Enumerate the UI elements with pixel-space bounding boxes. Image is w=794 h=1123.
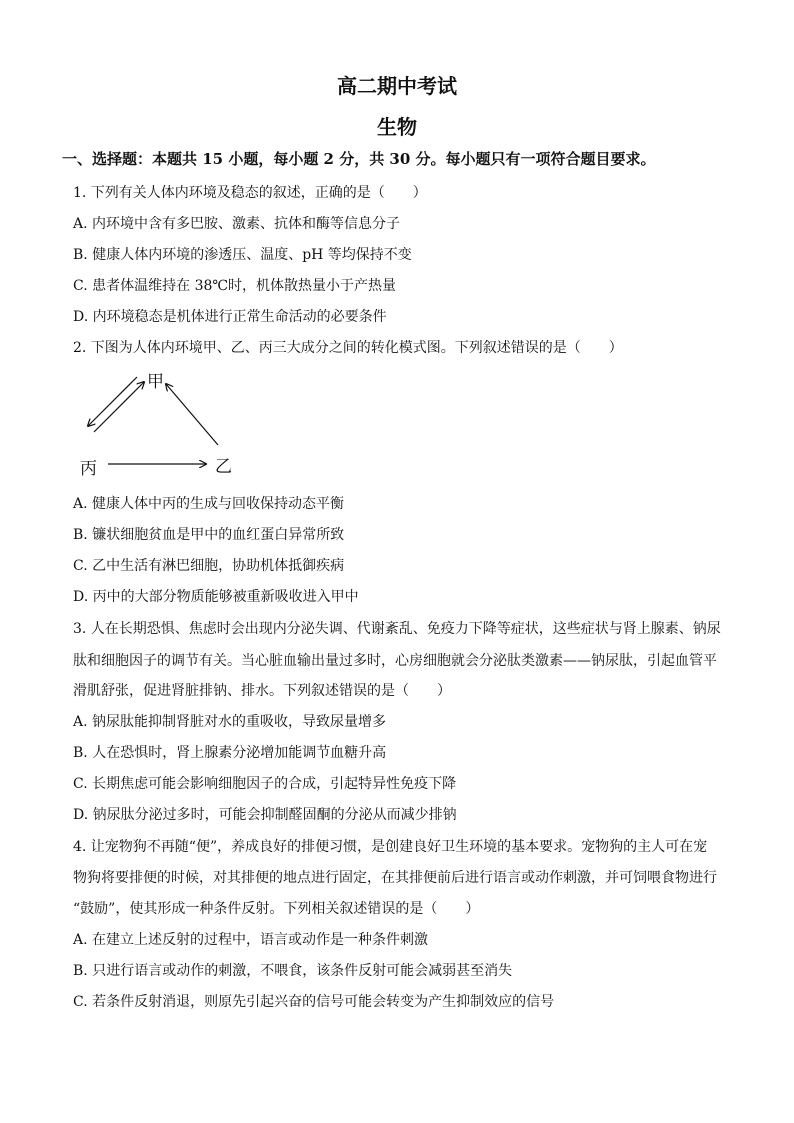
body-fluid-diagram (72, 362, 252, 482)
q1-option-d: D. 内环境稳态是机体进行正常生命活动的必要条件 (73, 309, 387, 325)
q4-stem-line-3: “鼓励”，使其形成一种条件反射。下列相关叙述错误的是（ ） (73, 901, 480, 917)
q1-option-a: A. 内环境中含有多巴胺、激素、抗体和酶等信息分子 (73, 216, 401, 232)
page-title: 高二期中考试 (337, 74, 457, 98)
q3-option-d: D. 钠尿肽分泌过多时，可能会抑制醛固酮的分泌从而减少排钠 (73, 807, 457, 823)
q2-stem: 2. 下图为人体内环境甲、乙、丙三大成分之间的转化模式图。下列叙述错误的是（ ） (73, 340, 623, 356)
node-bing: 丙 (80, 459, 97, 479)
q1-stem: 1. 下列有关人体内环境及稳态的叙述，正确的是（ ） (73, 185, 427, 201)
node-yi: 乙 (215, 457, 232, 477)
q4-stem-line-1: 4. 让宠物狗不再随“便”，养成良好的排便习惯，是创建良好卫生环境的基本要求。宠物狗的主人可在宠 (73, 839, 708, 855)
q3-option-b: B. 人在恐惧时，肾上腺素分泌增加能调节血糖升高 (73, 745, 387, 761)
q1-option-c: C. 患者体温维持在 38℃时，机体散热量小于产热量 (73, 278, 397, 294)
q3-stem-line-2: 肽和细胞因子的调节有关。当心脏血输出量过多时，心房细胞就会分泌肽类激素——钠尿肽，引起血管平 (73, 653, 717, 669)
q2-option-d: D. 丙中的大部分物质能够被重新吸收进入甲中 (73, 589, 359, 605)
arrow-bing-to-jia (94, 382, 144, 432)
node-jia: 甲 (147, 372, 164, 392)
arrow-yi-to-jia (166, 384, 218, 445)
q1-option-b: B. 健康人体内环境的渗透压、温度、pH 等均保持不变 (73, 247, 412, 263)
q3-option-c: C. 长期焦虑可能会影响细胞因子的合成，引起特异性免疫下降 (73, 776, 457, 792)
q3-option-a: A. 钠尿肽能抑制肾脏对水的重吸收，导致尿量增多 (73, 714, 387, 730)
q4-option-a: A. 在建立上述反射的过程中，语言或动作是一种条件刺激 (73, 932, 429, 948)
q2-option-a: A. 健康人体中丙的生成与回收保持动态平衡 (73, 496, 345, 512)
q2-option-b: B. 镰状细胞贫血是甲中的血红蛋白异常所致 (73, 527, 345, 543)
arrow-jia-to-bing (88, 377, 137, 426)
q4-stem-line-2: 物狗将要排便的时候，对其排便的地点进行固定，在其排便前后进行语言或动作刺激，并可饲喂食物进行 (73, 870, 717, 886)
q4-option-b: B. 只进行语言或动作的刺激，不喂食，该条件反射可能会减弱甚至消失 (73, 963, 513, 979)
q3-stem-line-3: 滑肌舒张，促进肾脏排钠、排水。下列叙述错误的是（ ） (73, 683, 451, 699)
page-subtitle: 生物 (377, 115, 417, 139)
section-heading: 一、选择题：本题共 15 小题，每小题 2 分，共 30 分。每小题只有一项符合题目要求。 (62, 150, 656, 168)
q4-option-c: C. 若条件反射消退，则原先引起兴奋的信号可能会转变为产生抑制效应的信号 (73, 994, 555, 1010)
q3-stem-line-1: 3. 人在长期恐惧、焦虑时会出现内分泌失调、代谢紊乱、免疫力下降等症状，这些症状与肾上腺素、钠尿 (73, 621, 721, 637)
q2-option-c: C. 乙中生活有淋巴细胞，协助机体抵御疾病 (73, 558, 345, 574)
